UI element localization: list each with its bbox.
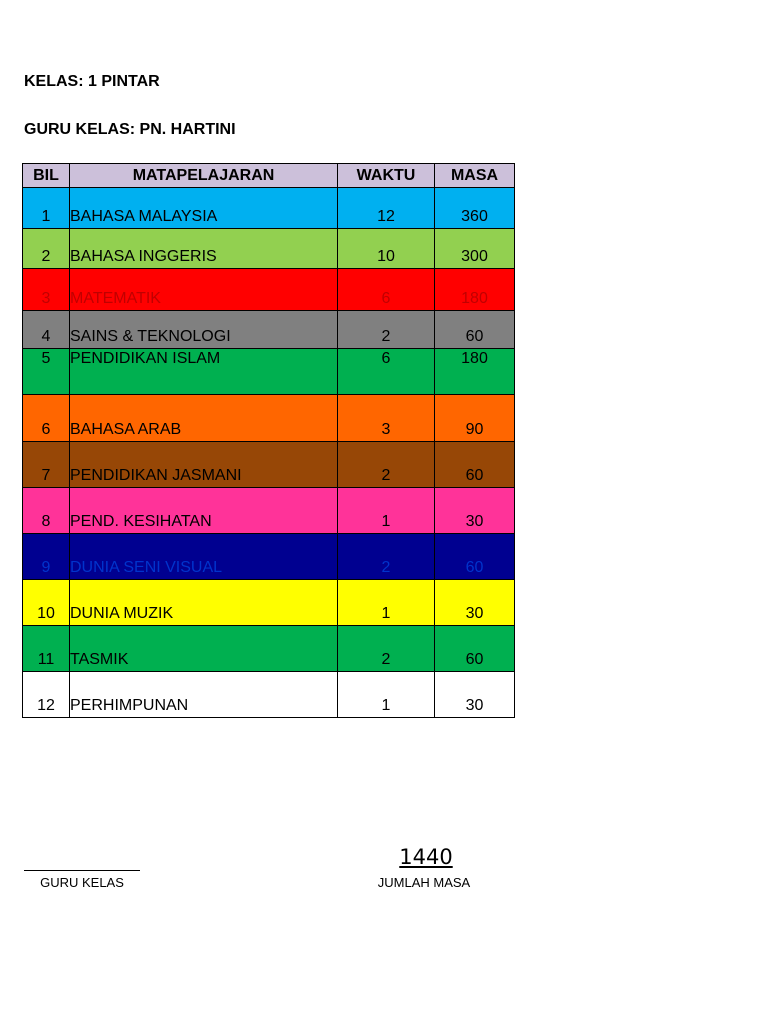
waktu-cell: 1: [338, 580, 435, 626]
table-row: [23, 229, 515, 269]
table-row: [23, 269, 515, 311]
waktu-cell: 2: [338, 311, 435, 349]
signature-line: [24, 870, 140, 871]
bil-cell: 8: [23, 488, 70, 534]
waktu-cell: 6: [338, 269, 435, 311]
table-row: [23, 311, 515, 349]
class-name-heading: KELAS: 1 PINTAR: [24, 73, 160, 90]
table-row: [23, 672, 515, 718]
masa-cell: 300: [435, 229, 515, 269]
timetable-table: [22, 163, 515, 718]
masa-cell: 90: [435, 395, 515, 442]
bil-cell: 11: [23, 626, 70, 672]
masa-cell: 60: [435, 311, 515, 349]
total-time-label: JUMLAH MASA: [377, 875, 471, 890]
masa-cell: 30: [435, 580, 515, 626]
subject-cell: BAHASA INGGERIS: [70, 229, 338, 269]
bil-cell: 4: [23, 311, 70, 349]
table-row: [23, 534, 515, 580]
column-header-masa: MASA: [435, 164, 515, 188]
bil-cell: 6: [23, 395, 70, 442]
subject-cell: DUNIA SENI VISUAL: [70, 534, 338, 580]
bil-cell: 12: [23, 672, 70, 718]
subject-cell: BAHASA ARAB: [70, 395, 338, 442]
masa-cell: 60: [435, 626, 515, 672]
masa-cell: 180: [435, 349, 515, 395]
class-teacher-signature-label: GURU KELAS: [40, 875, 124, 890]
subject-cell: BAHASA MALAYSIA: [70, 188, 338, 229]
waktu-cell: 3: [338, 395, 435, 442]
subject-cell: PEND. KESIHATAN: [70, 488, 338, 534]
bil-cell: 10: [23, 580, 70, 626]
waktu-cell: 10: [338, 229, 435, 269]
bil-cell: 1: [23, 188, 70, 229]
subject-cell: PERHIMPUNAN: [70, 672, 338, 718]
bil-cell: 3: [23, 269, 70, 311]
waktu-cell: 2: [338, 442, 435, 488]
table-row: [23, 442, 515, 488]
table-row: [23, 188, 515, 229]
subject-cell: PENDIDIKAN ISLAM: [70, 349, 338, 395]
subject-cell: DUNIA MUZIK: [70, 580, 338, 626]
subject-cell: SAINS & TEKNOLOGI: [70, 311, 338, 349]
subject-cell: MATEMATIK: [70, 269, 338, 311]
table-header-row: [23, 164, 515, 188]
bil-cell: 2: [23, 229, 70, 269]
table-row: [23, 395, 515, 442]
total-time-value: 1440: [399, 845, 453, 869]
column-header-waktu: WAKTU: [338, 164, 435, 188]
bil-cell: 9: [23, 534, 70, 580]
masa-cell: 360: [435, 188, 515, 229]
waktu-cell: 1: [338, 488, 435, 534]
table-row: [23, 580, 515, 626]
waktu-cell: 2: [338, 626, 435, 672]
masa-cell: 60: [435, 442, 515, 488]
column-header-bil: BIL: [23, 164, 70, 188]
table-row: [23, 349, 515, 395]
masa-cell: 30: [435, 672, 515, 718]
table-row: [23, 488, 515, 534]
waktu-cell: 1: [338, 672, 435, 718]
table-row: [23, 626, 515, 672]
masa-cell: 180: [435, 269, 515, 311]
subject-cell: TASMIK: [70, 626, 338, 672]
class-teacher-heading: GURU KELAS: PN. HARTINI: [24, 121, 236, 138]
masa-cell: 60: [435, 534, 515, 580]
waktu-cell: 6: [338, 349, 435, 395]
waktu-cell: 2: [338, 534, 435, 580]
column-header-matapelajaran: MATAPELAJARAN: [70, 164, 338, 188]
bil-cell: 7: [23, 442, 70, 488]
masa-cell: 30: [435, 488, 515, 534]
subject-cell: PENDIDIKAN JASMANI: [70, 442, 338, 488]
waktu-cell: 12: [338, 188, 435, 229]
bil-cell: 5: [23, 349, 70, 395]
